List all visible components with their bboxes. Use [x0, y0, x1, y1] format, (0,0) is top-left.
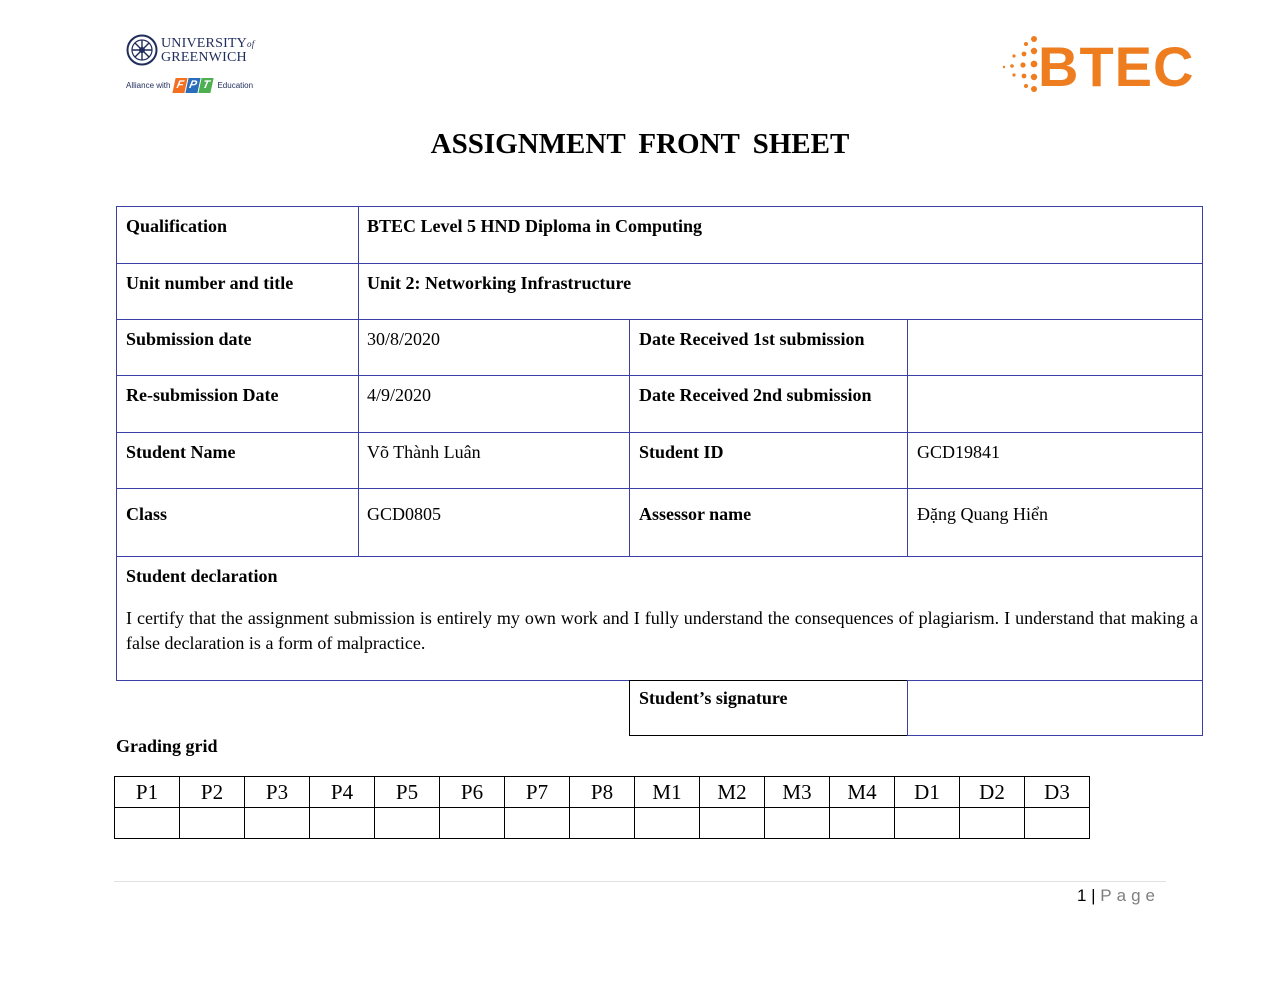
assessor-value: Đặng Quang Hiển: [917, 504, 1048, 524]
page-footer: [1077, 886, 1160, 906]
grade-header-cell: M2: [700, 777, 765, 808]
student-id-label: Student ID: [639, 442, 724, 462]
class-label: Class: [126, 504, 168, 524]
assessor-label: Assessor name: [639, 504, 752, 524]
student-id-value: GCD19841: [917, 442, 1001, 462]
grade-header-cell: D1: [895, 777, 960, 808]
grade-value-cell: [245, 808, 310, 839]
grade-value-cell: [700, 808, 765, 839]
grade-header-cell: D3: [1025, 777, 1090, 808]
university-name: UNIVERSITYof GREENWICH: [161, 35, 255, 65]
grade-value-cell: [895, 808, 960, 839]
fpt-logo: [174, 78, 213, 93]
fpt-tile-t: T: [199, 78, 214, 93]
date-received-1-label: Date Received 1st submission: [639, 329, 865, 349]
grading-header-row: [115, 777, 1090, 808]
grade-header-cell: M3: [765, 777, 830, 808]
qualification-label: Qualification: [126, 216, 228, 236]
student-name-value: Võ Thành Luân: [367, 442, 481, 462]
page-separator: |: [1091, 886, 1096, 905]
grade-value-cell: [635, 808, 700, 839]
alliance-prefix: Alliance with: [126, 81, 171, 90]
grade-header-cell: D2: [960, 777, 1025, 808]
date-received-2-label: Date Received 2nd submission: [639, 385, 872, 405]
submission-date-label: Submission date: [126, 329, 252, 349]
grading-grid: [114, 776, 1090, 839]
grade-header-cell: P8: [570, 777, 635, 808]
grade-header-cell: M4: [830, 777, 895, 808]
resubmission-label: Re-submission Date: [126, 385, 279, 405]
grade-value-cell: [440, 808, 505, 839]
university-logo: [126, 34, 266, 104]
fpt-tile-p: P: [186, 78, 201, 93]
btec-wordmark: BTEC: [1038, 35, 1195, 98]
unit-value: Unit 2: Networking Infrastructure: [367, 273, 632, 293]
qualification-value: BTEC Level 5 HND Diploma in Computing: [367, 216, 703, 236]
signature-label: Student’s signature: [639, 688, 788, 708]
declaration-text: I certify that the assignment submission is entirely my own work and I fully understand the consequences of plagiarism. I understand that making a false declaration is a form of malpractice.: [126, 608, 1198, 653]
grading-grid-title: Grading grid: [116, 736, 218, 756]
page-word: Page: [1100, 886, 1160, 905]
grade-header-cell: P2: [180, 777, 245, 808]
signature-value-box: [907, 680, 1203, 736]
university-seal-icon: [126, 34, 158, 66]
grade-value-cell: [180, 808, 245, 839]
grade-value-cell: [765, 808, 830, 839]
page-title: ASSIGNMENT FRONT SHEET: [430, 128, 850, 160]
grade-value-cell: [1025, 808, 1090, 839]
grade-header-cell: P4: [310, 777, 375, 808]
fpt-tile-f: F: [173, 78, 188, 93]
alliance-line: [126, 78, 266, 93]
grade-header-cell: M1: [635, 777, 700, 808]
class-value: GCD0805: [367, 504, 442, 524]
grading-value-row: [115, 808, 1090, 839]
grade-value-cell: [505, 808, 570, 839]
grade-header-cell: P3: [245, 777, 310, 808]
btec-logo: [1000, 34, 1200, 100]
footer-divider: [114, 881, 1166, 882]
btec-dots-icon: [1000, 34, 1040, 100]
grade-value-cell: [310, 808, 375, 839]
alliance-suffix: Education: [217, 81, 254, 90]
resubmission-value: 4/9/2020: [367, 385, 432, 405]
declaration-heading: Student declaration: [126, 566, 278, 586]
grade-value-cell: [830, 808, 895, 839]
grade-value-cell: [960, 808, 1025, 839]
submission-date-value: 30/8/2020: [367, 329, 441, 349]
grade-header-cell: P5: [375, 777, 440, 808]
grade-header-cell: P7: [505, 777, 570, 808]
grade-value-cell: [570, 808, 635, 839]
grade-header-cell: P1: [115, 777, 180, 808]
grade-value-cell: [375, 808, 440, 839]
student-name-label: Student Name: [126, 442, 236, 462]
page-number: 1: [1076, 886, 1087, 905]
grade-value-cell: [115, 808, 180, 839]
grade-header-cell: P6: [440, 777, 505, 808]
unit-label: Unit number and title: [126, 273, 294, 293]
